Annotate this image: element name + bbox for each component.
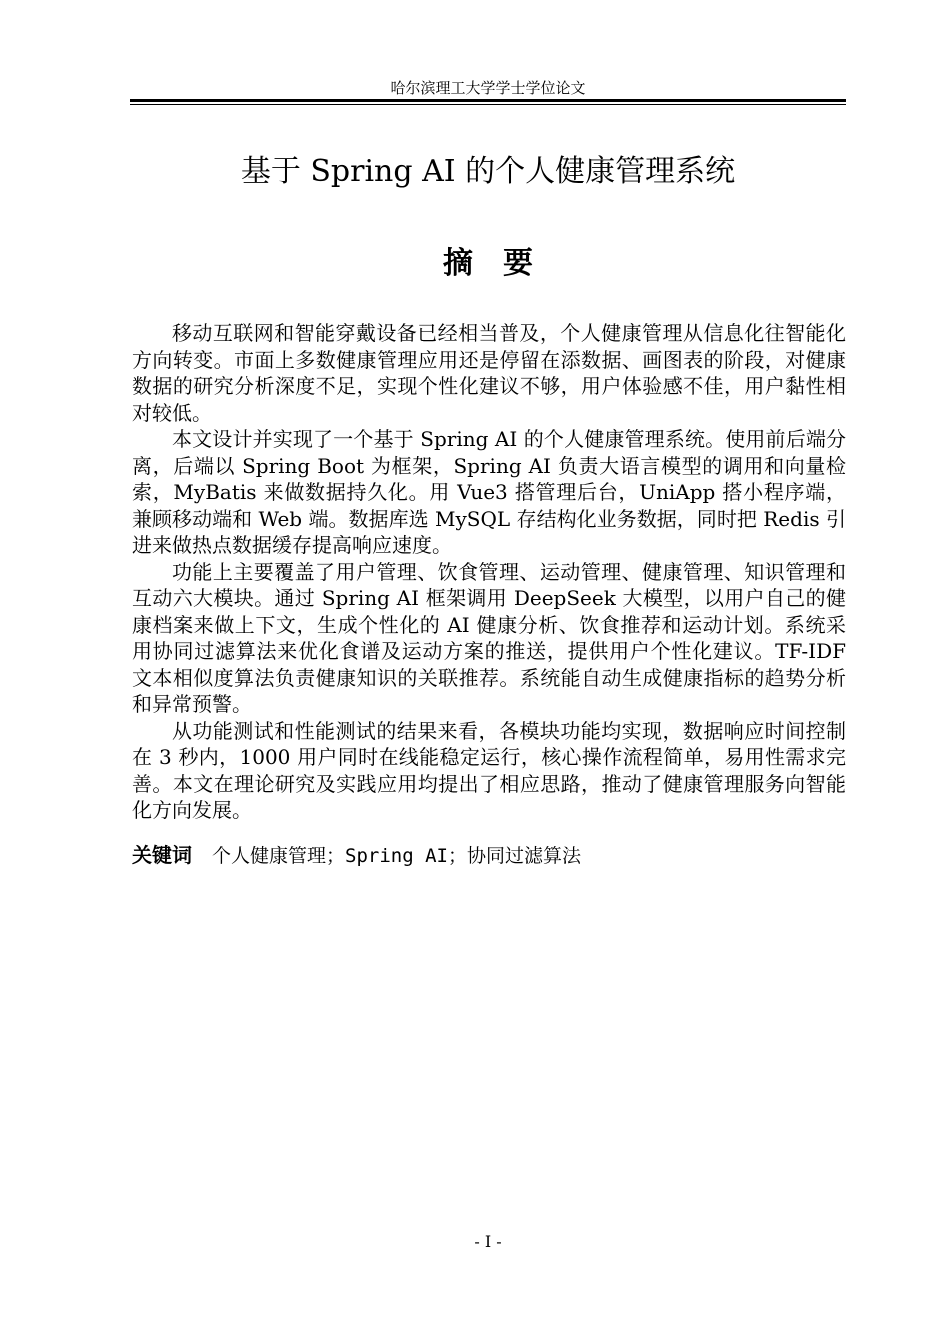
keywords-values: 个人健康管理；Spring AI；协同过滤算法: [212, 845, 581, 867]
keywords: [132, 842, 846, 869]
abstract-paragraph-1: 移动互联网和智能穿戴设备已经相当普及，个人健康管理从信息化往智能化方向转变。市面上多数健康管理应用还是停留在添数据、画图表的阶段，对健康数据的研究分析深度不足，实现个性化建议不够，用户体验感不佳，用户黏性相对较低。: [132, 321, 846, 425]
abstract-heading: 摘要: [443, 246, 563, 281]
abstract-paragraph-3: 功能上主要覆盖了用户管理、饮食管理、运动管理、健康管理、知识管理和互动六大模块。通过 Spring AI 框架调用 DeepSeek 大模型，以用户自己的健康档案来做上下文，生成个性化的 AI 健康分析、饮食推荐和运动计划。系统采用协同过滤算法来优化食谱及运动方案的推送，提供用户个性化建议。TF-IDF 文本相似度算法负责健康知识的关联推荐。系统能自动生成健康指标的趋势分析和异常预警。: [132, 559, 846, 716]
header-rule-thick: [130, 99, 846, 102]
abstract-body: [132, 320, 846, 824]
keywords-label: 关键词: [132, 843, 192, 867]
page-number: - I -: [474, 1232, 502, 1251]
running-header: 哈尔滨理工大学学士学位论文: [390, 79, 586, 97]
paper-title: 基于 Spring AI 的个人健康管理系统: [240, 154, 736, 189]
abstract-paragraph-2: 本文设计并实现了一个基于 Spring AI 的个人健康管理系统。使用前后端分离，后端以 Spring Boot 为框架，Spring AI 负责大语言模型的调用和向量检索，MyBatis 来做数据持久化。用 Vue3 搭管理后台，UniApp 搭小程序端，兼顾移动端和 Web 端。数据库选 MySQL 存结构化业务数据，同时把 Redis 引进来做热点数据缓存提高响应速度。: [132, 427, 846, 557]
header-rule-thin: [130, 104, 846, 105]
abstract-paragraph-4: 从功能测试和性能测试的结果来看，各模块功能均实现，数据响应时间控制在 3 秒内，1000 用户同时在线能稳定运行，核心操作流程简单，易用性需求完善。本文在理论研究及实践应用均提出了相应思路，推动了健康管理服务向智能化方向发展。: [132, 718, 846, 822]
